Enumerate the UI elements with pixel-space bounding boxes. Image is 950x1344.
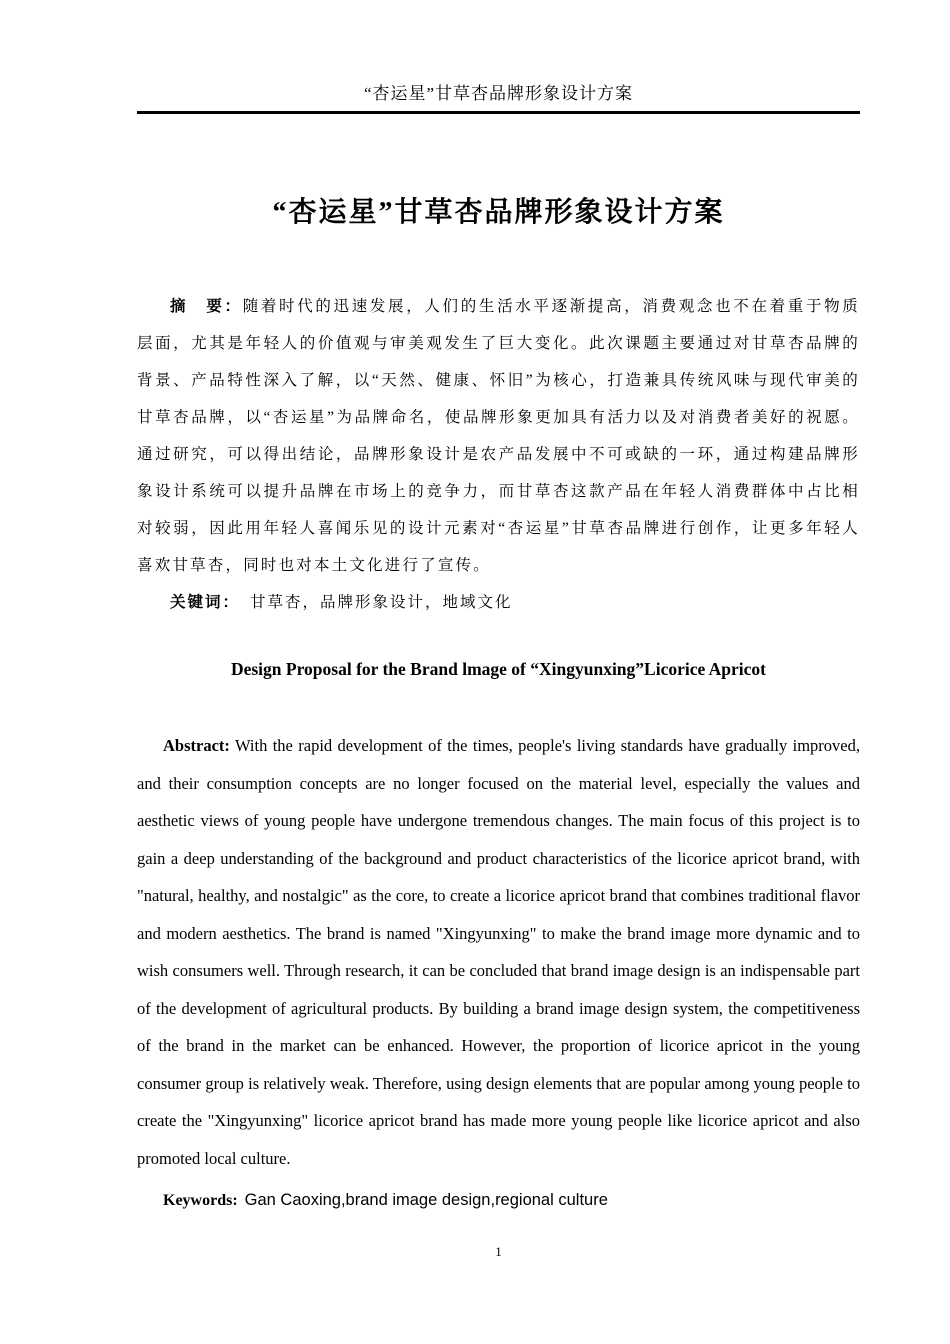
keywords-en-label: Keywords: [163,1192,238,1209]
keywords-cn-label: 关键词： [170,594,241,611]
abstract-en-label: Abstract: [163,736,230,755]
keywords-cn [137,584,860,621]
header-rule [137,111,860,114]
abstract-en-text: With the rapid development of the times, people's living standards have gradually improved, and their consumption concepts are no longer focused on the material level, especially the values and aesthetic views of young people have undergone tremendous changes. The main focus of this project is to gain a deep understanding of the background and product characteristics of the licorice apricot brand, with "natural, healthy, and nostalgic" as the core, to create a licorice apricot brand that combines traditional flavor and modern aesthetics. The brand is named "Xingyunxing" to make the brand image more dynamic and to wish consumers well. Through research, it can be concluded that brand image design is an indispensable part of the development of agricultural products. By building a brand image design system, the competitiveness of the brand in the market can be enhanced. However, the proportion of licorice apricot in the young consumer group is relatively weak. Therefore, using design elements that are popular among young people to create the "Xingyunxing" licorice apricot brand has made more young people like licorice apricot and also promoted local culture. [137,736,861,1168]
document-title: “杏运星”甘草杏品牌形象设计方案 [272,197,725,228]
abstract-cn-text: 随着时代的迅速发展，人们的生活水平逐渐提高，消费观念也不在着重于物质层面，尤其是年轻人的价值观与审美观发生了巨大变化。此次课题主要通过对甘草杏品牌的背景、产品特性深入了解，以“天然、健康、怀旧”为核心，打造兼具传统风味与现代审美的甘草杏品牌，以“杏运星”为品牌命名，使品牌形象更加具有活力以及对消费者美好的祝愿。通过研究，可以得出结论，品牌形象设计是农产品发展中不可或缺的一环，通过构建品牌形象设计系统可以提升品牌在市场上的竞争力，而甘草杏这款产品在年轻人消费群体中占比相对较弱，因此用年轻人喜闻乐见的设计元素对“杏运星”甘草杏品牌进行创作，让更多年轻人喜欢甘草杏，同时也对本土文化进行了宣传。 [137,298,860,574]
page-number: 1 [495,1244,502,1259]
keywords-cn-text: 甘草杏，品牌形象设计，地域文化 [250,594,513,611]
document-page [137,0,860,1260]
running-header: “杏运星”甘草杏品牌形象设计方案 [363,84,634,103]
abstract-en [137,727,860,1177]
title-en: Design Proposal for the Brand lmage of “Xingyunxing”Licorice Apricot [230,659,767,679]
abstract-cn-label: 摘 要： [170,298,243,315]
keywords-en-text: Gan Caoxing,brand image design,regional culture [244,1191,608,1209]
abstract-cn [137,288,860,584]
keywords-en [137,1185,860,1216]
